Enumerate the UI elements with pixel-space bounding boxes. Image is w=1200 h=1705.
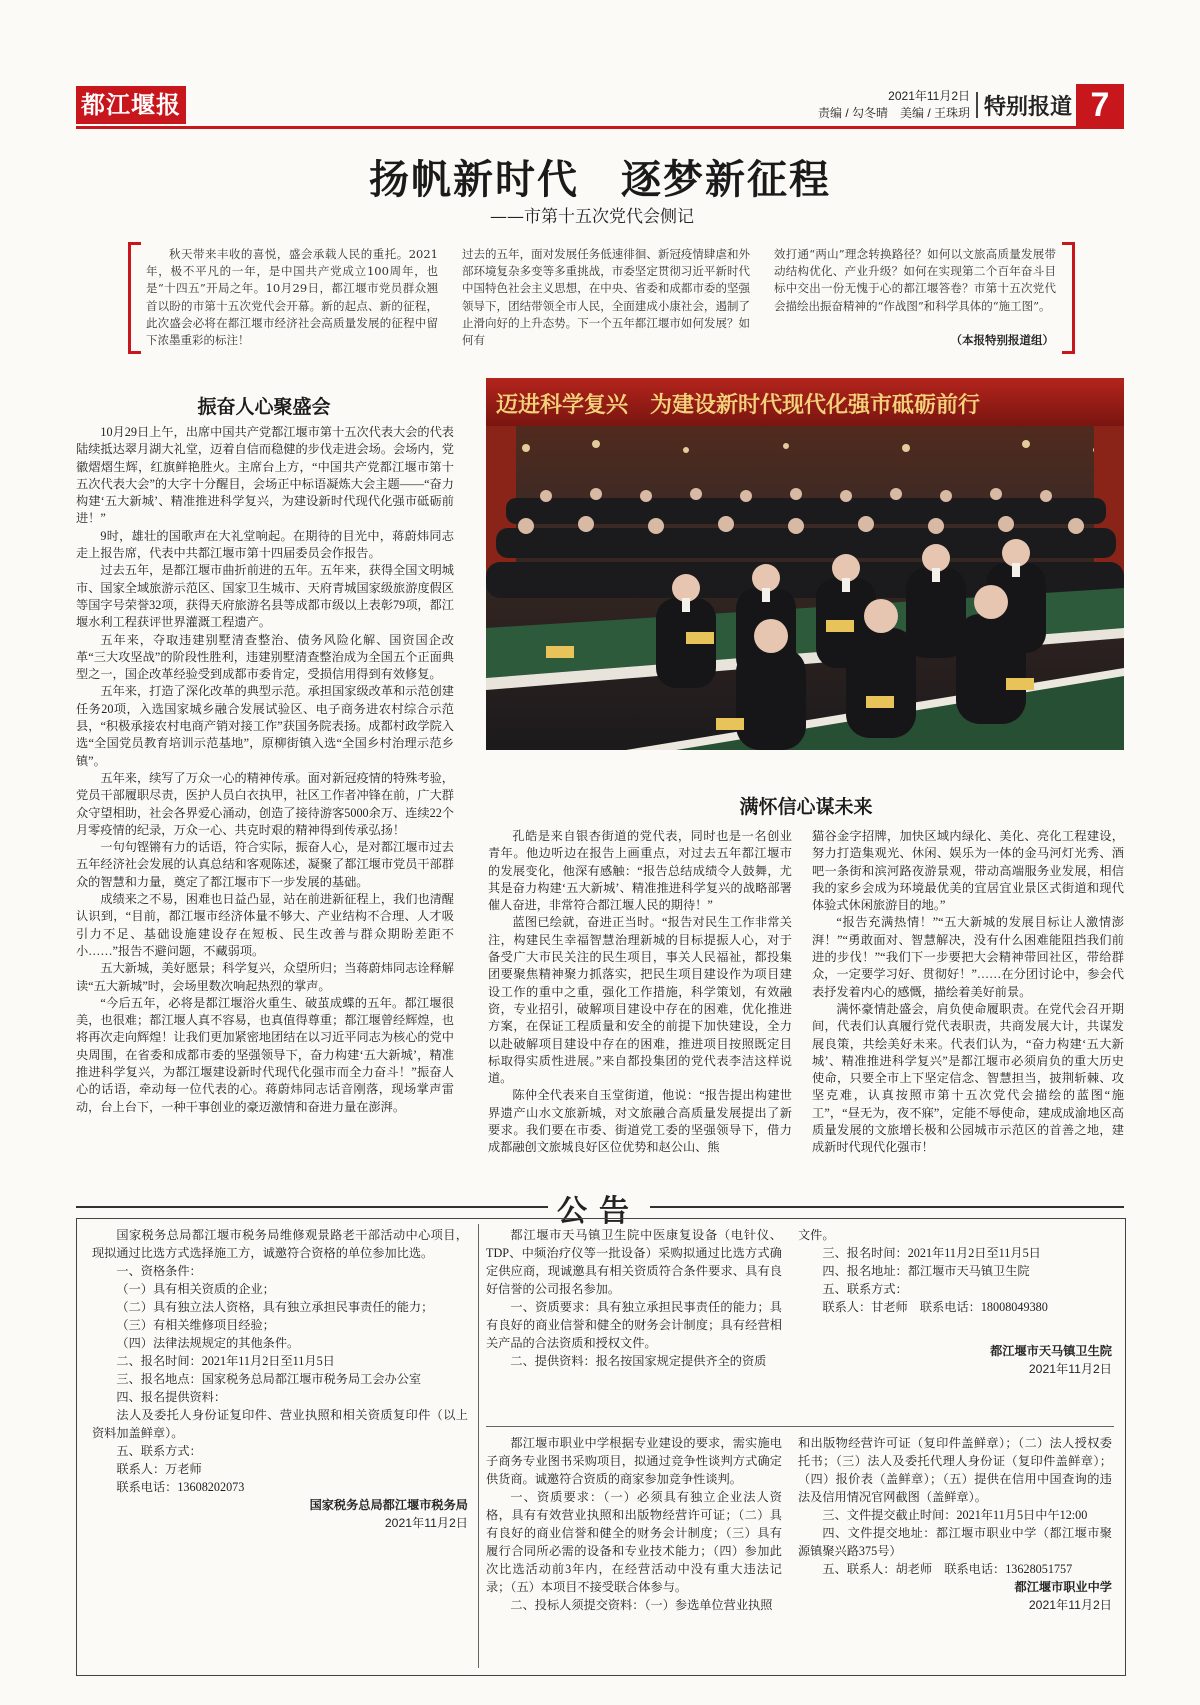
notice-line: （三）有相关维修项目经验； [116,1318,275,1332]
intro-bracket-left [128,242,141,354]
paragraph: 成绩来之不易，困难也日益凸显，站在前进新征程上，我们也清醒认识到，“目前，都江堰市经济体量不够大、产业结构不合理、人才吸引力不足、基础设施建设存在短板、民生改善与群众期盼差距不小……”报告不避问题，不藏弱项。 [76,892,454,958]
paragraph: 满怀豪情赴盛会，肩负使命履职责。在党代会召开期间，代表们认真履行党代表职责，共商发展大计，共谋发展良策，共绘美好未来。代表们认为，“奋力构建‘五大新城’、精准推进科学复兴”是都江堰市必须肩负的重大历史使命，只要全市上下坚定信念、智慧担当，披荆斩棘、攻坚克难，认真按照市第十五次党代会描绘的蓝图“施工”，“昼无为，夜不寐”，定能不辱使命，建成成渝地区高质量发展的文旅增长极和公园城市示范区的首善之地，建成新时代现代化强市！ [812,1001,1124,1155]
paragraph: “报告充满热情！”“五大新城的发展目标让人激情澎湃！”“勇敢面对、智慧解决，没有什么困难能阻挡我们前进的步伐！”“我们下一步要把大会精神带回社区，带给群众，一定要学习好、贯彻好！”……在分团讨论中，参会代表抒发着内心的感慨，描绘着美好前景。 [812,915,1124,999]
article-column-1 [76,424,454,1166]
page-number: 7 [1076,84,1124,126]
sub-headline: ——市第十五次党代会侧记 [490,207,694,227]
notice-line: 四、报名提供资料： [116,1390,227,1404]
notice-divider-vertical [478,1224,479,1668]
paragraph: 10月29日上午，出席中国共产党都江堰市第十五次代表大会的代表陆续抵达翠月湖大礼堂，迈着自信而稳健的步伐走进会场。会场内，党徽熠熠生辉，红旗鲜艳胜火。主席台上方，“中国共产党都江堰市第十五次代表大会”的大字十分醒目，会场正中标语凝炼大会主题——“奋力构建‘五大新城’、精准推进科学复兴，为建设新时代现代化强市砥砺前进！” [76,425,454,526]
paragraph: “今后五年，必将是都江堰浴火重生、破茧成蝶的五年。都江堰很美，也很难；都江堰人真不容易，也真值得尊重；都江堰曾经辉煌，也将再次走向辉煌！让我们更加紧密地团结在以习近平同志为核心的党中央周围，在省委和成都市委的坚强领导下，奋力构建‘五大新城’，精准推进科学复兴，为都江堰建设新时代现代化强市而全力奋斗！”振奋人心的话语，牵动每一位代表的心。蒋蔚炜同志话音刚落，现场掌声雷动，台上台下，一种干事创业的豪迈激情和奋进力量在澎湃。 [76,995,454,1114]
notice-line: 三、文件提交截止时间：2021年11月5日中午12:00 [822,1508,1088,1522]
notice-signer: 国家税务总局都江堰市税务局 [309,1498,468,1512]
notice-line: 联系电话：13608202073 [116,1480,245,1494]
paragraph: 猫谷金字招牌，加快区域内绿化、美化、亮化工程建设，努力打造集观光、休闲、娱乐为一体的金马河灯光秀、酒吧一条街和滨河路夜游景观，带动高端服务业发展，相信我的家乡会成为环境最优美的宜居宜业景区式街道和现代体验式休闲旅游目的地。” [812,829,1124,913]
notice-line: 都江堰市职业中学根据专业建设的要求，需实施电子商务专业图书采购项目，拟通过竞争性谈判方式确定供货商。诚邀符合资质的商家参加竞争性谈判。 [486,1436,782,1486]
notice-divider-horizontal [486,1426,1114,1427]
section-heading-2: 满怀信心谋未来 [739,797,873,818]
notice-line: 一、资质要求：（一）必须具有独立企业法人资格，具有有效营业执照和出版物经营许可证；（二）具有良好的商业信誉和健全的财务会计制度；（三）具有履行合同所必需的设备和专业技术能力；（四）参加此次比选活动前3年内，在经营活动中没有重大违法记录；（五）本项目不接受联合体参与。 [486,1490,782,1594]
paragraph: 五年来，续写了万众一心的精神传承。面对新冠疫情的特殊考验，党员干部履职尽责，医护人员白衣执甲，社区工作者冲锋在前，广大群众守望相助，社会各界爱心涌动，创造了接待游客5000余万、连续22个月零疫情的纪录，万众一心、共克时艰的精神得到传承弘扬！ [76,770,454,837]
notice-tax-bureau [92,1226,468,1666]
editors-credit: 责编 / 勾冬晴 美编 / 王珠玥 [817,106,970,120]
masthead-logo: 都江堰报 [76,86,186,124]
notice-tianma-part1 [486,1226,782,1422]
article-column-2 [488,828,792,1168]
notice-line: 法人及委托人身份证复印件、营业执照和相关资质复印件（以上资料加盖鲜章）。 [92,1408,468,1440]
intro-text-3: 效打通“两山”理念转换路径？如何以文旅高质量发展带动结构优化、产业升级？如何在实现第二个百年奋斗目标中交出一份无愧于心的都江堰答卷？市第十五次党代会描绘出振奋精神的“作战图”和科学具体的“施工图”。 [774,247,1056,313]
notice-line: （四）法律法规规定的其他条件。 [116,1336,300,1350]
notice-line: 三、报名时间：2021年11月2日至11月5日 [822,1246,1041,1260]
notice-line: 联系人：甘老师 联系电话：18008049380 [822,1300,1048,1314]
intro-text-1: 秋天带来丰收的喜悦，盛会承载人民的重托。2021年，极不平凡的一年，是中国共产党成立100周年，也是“十四五”开局之年。10月29日，都江堰市党员群众翘首以盼的市第十五次党代会开幕。新的起点、新的征程，此次盛会必将在都江堰市经济社会高质量发展的征程中留下浓墨重彩的标注！ [146,247,438,348]
notice-line: 二、投标人须提交资料：（一）参选单位营业执照 [510,1598,773,1612]
paragraph: 五大新城，美好愿景；科学复兴，众望所归；当蒋蔚炜同志诠释解读“五大新城”时，会场里数次响起热烈的掌声。 [76,961,454,993]
notice-line: 五、联系方式： [116,1444,202,1458]
notice-vocational-part1 [486,1434,782,1670]
notice-line: 一、资格条件： [116,1264,202,1278]
notice-date: 2021年11月2日 [1028,1362,1112,1376]
notice-line: 五、联系人：胡老师 联系电话：13628051757 [822,1562,1073,1576]
notice-line: （一）具有相关资质的企业； [116,1282,275,1296]
notice-signer: 都江堰市职业中学 [1014,1580,1112,1594]
notice-title: 公告 [557,1194,641,1229]
notice-line: 三、报名地点：国家税务总局都江堰市税务局工会办公室 [116,1372,422,1386]
notice-signer: 都江堰市天马镇卫生院 [990,1344,1112,1358]
notice-line: 四、文件提交地址：都江堰市职业中学（都江堰市聚源镇聚兴路375号） [798,1526,1112,1558]
notice-line: 一、资质要求：具有独立承担民事责任的能力；具有良好的商业信誉和健全的财务会计制度；具有经营相关产品的合法资质和授权文件。 [486,1300,782,1350]
paragraph: 蓝图已绘就，奋进正当时。“报告对民生工作非常关注，构建民生幸福智慧治理新城的目标提振人心，对于备受广大市民关注的民生项目，事关人民福祉，都投集团要聚焦精神聚力抓落实，把民生项目建设作为项目建设工作的重中之重，强化工作措施，科学策划，有效融资，专业招引，破解项目建设中存在的困难，优化推进方案，在保证工程质量和安全的前提下加快建设，全力以赴破解项目建设中存在的困难，推进项目按照既定目标取得实质性进展。”来自都投集团的党代表李洁这样说道。 [488,915,792,1086]
conference-photo [486,378,1124,750]
issue-date: 2021年11月2日 [888,89,970,103]
notice-line: 二、提供资料：报名按国家规定提供齐全的资质 [510,1354,767,1368]
intro-bracket-right [1062,242,1075,354]
notice-tianma-part2 [798,1226,1112,1422]
notice-line: 都江堰市天马镇卫生院中医康复设备（电针仪、TDP、中频治疗仪等一批设备）采购拟通过比选方式确定供应商，现诚邀具有相关资质符合条件要求、具有良好信誉的公司报名参加。 [486,1228,782,1296]
article-column-3 [812,828,1124,1168]
paragraph: 过去五年，是都江堰市曲折前进的五年。五年来，获得全国文明城市、国家全域旅游示范区、国家卫生城市、天府青城国家级旅游度假区等国字号荣誉32项，获得天府旅游名县等成都市级以上表彰79项，都江堰水利工程获评世界灌溉工程遗产。 [76,563,454,630]
notice-line: 国家税务总局都江堰市税务局维修观景路老干部活动中心项目，现拟通过比选方式选择施工方，诚邀符合资格的单位参加比选。 [92,1228,468,1260]
notice-line: 二、报名时间：2021年11月2日至11月5日 [116,1354,335,1368]
notice-line: （二）具有独立法人资格，具有独立承担民事责任的能力； [116,1300,434,1314]
section-name: 特别报道 [984,94,1073,119]
banner-text: 迈进科学复兴 为建设新时代现代化强市砥砺前行 [496,393,981,418]
paragraph: 五年来，打造了深化改革的典型示范。承担国家级改革和示范创建任务20项，入选国家城乡融合发展试验区、电子商务进农村综合示范县，“积极承接农村电商产销对接工作”获国务院表扬。成都村政学院入选“全国党员教育培训示范基地”，原柳街镇入选“全国乡村治理示范乡镇”。 [76,684,454,768]
notice-line: 五、联系方式： [822,1282,908,1296]
section-heading-1: 振奋人心聚盛会 [197,397,331,418]
intro-text-2: 过去的五年，面对发展任务低速徘徊、新冠疫情肆虐和外部环境复杂多变等多重挑战，市委坚定贯彻习近平新时代中国特色社会主义思想，在中央、省委和成都市委的坚强领导下，团结带领全市人民，全面建成小康社会，遏制了止滑向好的上升态势。下一个五年都江堰市如何发展？如何有 [462,247,750,348]
notice-line: 联系人：万老师 [116,1462,202,1476]
notice-vocational-part2 [798,1434,1112,1670]
main-headline: 扬帆新时代 逐梦新征程 [369,156,831,203]
header-rule [76,126,1124,129]
paragraph: 一句句铿锵有力的话语，符合实际，振奋人心，是对都江堰市过去五年经济社会发展的认真总结和客观陈述，凝聚了都江堰市党员干部群众的智慧和力量，奠定了都江堰市下一步发展的基础。 [76,840,454,889]
notice-line: 四、报名地址：都江堰市天马镇卫生院 [822,1264,1030,1278]
paragraph: 孔皓是来自银杏街道的党代表，同时也是一名创业青年。他边听边在报告上画重点，对过去五年都江堰市的发展变化，他深有感触：“报告总结成绩令人鼓舞，尤其是奋力构建‘五大新城’、精准推进科学复兴的战略部署催人奋进，非常符合都江堰人民的期待！” [488,829,792,913]
paragraph: 陈仲全代表来自玉堂街道，他说：“报告提出构建世界遗产山水文旅新城，对文旅融合高质量发展提出了新要求。我们要在市委、街道党工委的坚强领导下，借力成都融创文旅城良好区位优势和赵公山、熊 [488,1088,792,1155]
notice-rule-right [650,1206,1124,1208]
header-divider [976,92,978,118]
notice-line: 和出版物经营许可证（复印件盖鲜章）；（二）法人授权委托书；（三）法人及委托代理人身份证（复印件盖鲜章）；（四）报价表（盖鲜章）；（五）提供在信用中国查询的违法及信用情况官网截图（盖鲜章）。 [798,1436,1112,1504]
notice-line: 文件。 [798,1228,835,1242]
notice-date: 2021年11月2日 [1028,1598,1112,1612]
paragraph: 9时，雄壮的国歌声在大礼堂响起。在期待的目光中，蒋蔚炜同志走上报告席，代表中共都江堰市第十四届委员会作报告。 [76,528,454,561]
notice-date: 2021年11月2日 [384,1516,468,1530]
paragraph: 五年来，夺取违建别墅清查整治、债务风险化解、国资国企改革“三大攻坚战”的阶段性胜利，违建别墅清查整治成为全国五个正面典型之一，国企改革经验受到成都市委肯定，受损信用得到有效修复。 [76,632,454,682]
intro-signature: （本报特别报道组） [950,335,1054,347]
notice-rule-left [76,1206,548,1208]
